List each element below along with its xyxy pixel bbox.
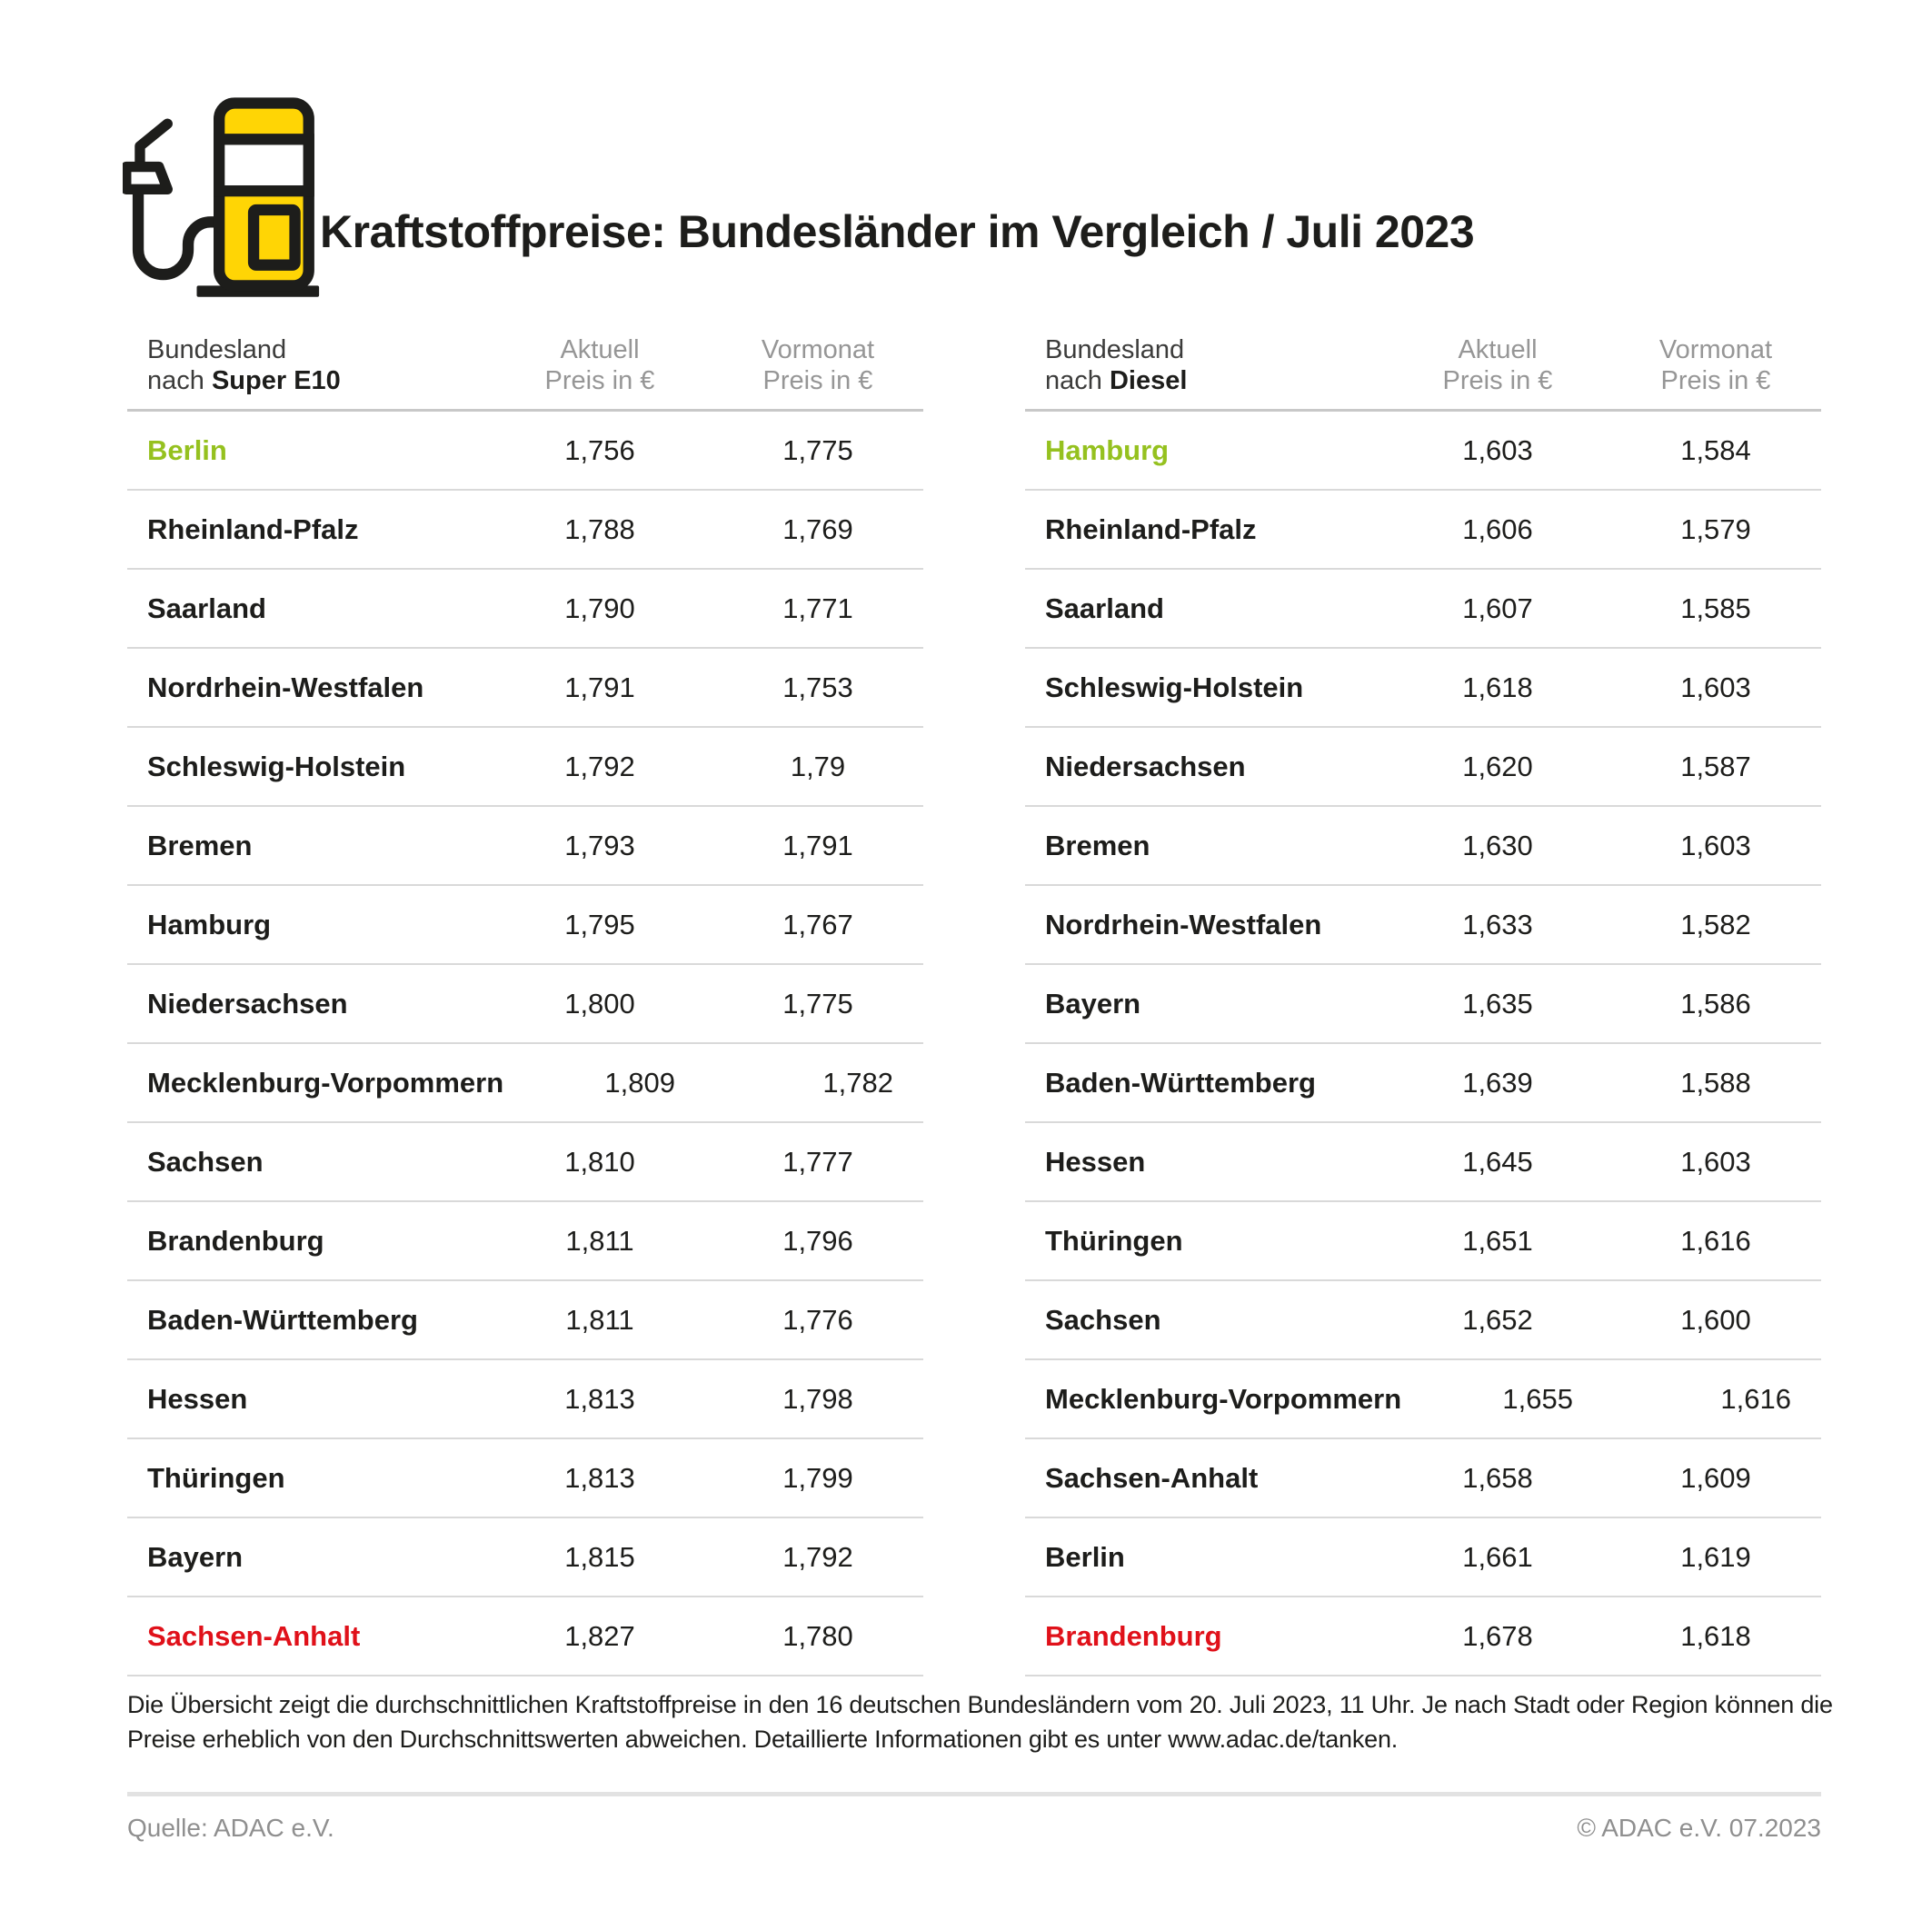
current-price: 1,618 (1462, 671, 1533, 703)
table-row (127, 412, 923, 491)
previous-price: 1,796 (782, 1224, 853, 1257)
previous-price: 1,782 (822, 1066, 893, 1099)
column-header-bundesland (127, 334, 463, 396)
copyright-text: © ADAC e.V. 07.2023 (1577, 1814, 1821, 1842)
table-row (127, 1281, 923, 1360)
state-name: Berlin (147, 433, 227, 466)
pump-display (254, 210, 294, 265)
footnote-line2: Preise erheblich von den Durchschnittswerten abweichen. Detaillierte Informationen gibt es unter www.adac.de/tanken. (127, 1726, 1399, 1753)
table-row (1025, 807, 1821, 886)
column-header-current (1416, 334, 1579, 396)
previous-price: 1,582 (1680, 908, 1751, 940)
current-price: 1,606 (1462, 512, 1533, 545)
current-price: 1,756 (564, 433, 635, 466)
current-price: 1,630 (1462, 829, 1533, 861)
fuel-pump-icon (123, 85, 321, 303)
state-name: Saarland (147, 592, 266, 624)
previous-price: 1,769 (782, 512, 853, 545)
previous-price: 1,588 (1680, 1066, 1751, 1099)
state-name: Hessen (1045, 1145, 1146, 1178)
pump-white-band (219, 139, 309, 191)
current-price: 1,813 (564, 1382, 635, 1415)
current-price: 1,607 (1462, 592, 1533, 624)
state-name: Nordrhein-Westfalen (1045, 908, 1322, 940)
table-row (127, 965, 923, 1044)
current-price: 1,651 (1462, 1224, 1533, 1257)
current-price: 1,658 (1462, 1461, 1533, 1494)
table-row (127, 1360, 923, 1439)
previous-price: 1,603 (1680, 671, 1751, 703)
current-price: 1,678 (1462, 1619, 1533, 1652)
state-name: Hamburg (1045, 433, 1170, 466)
current-label: Aktuell (560, 335, 640, 364)
state-name: Bremen (147, 829, 253, 861)
bottom-divider (127, 1792, 1821, 1796)
previous-price: 1,79 (790, 750, 846, 782)
current-price: 1,792 (564, 750, 635, 782)
state-name: Rheinland-Pfalz (1045, 512, 1257, 545)
table-row (1025, 412, 1821, 491)
state-name: Sachsen-Anhalt (147, 1619, 361, 1652)
unit-label: Preis in € (1660, 366, 1771, 395)
current-price: 1,827 (564, 1619, 635, 1652)
previous-price: 1,579 (1680, 512, 1751, 545)
previous-label: Vormonat (1658, 335, 1773, 364)
header-line1: Bundesland (147, 335, 287, 364)
current-price: 1,652 (1462, 1303, 1533, 1336)
current-price: 1,795 (564, 908, 635, 940)
table-row (1025, 1202, 1821, 1281)
table-header (1025, 334, 1821, 412)
previous-price: 1,584 (1680, 433, 1751, 466)
current-price: 1,645 (1462, 1145, 1533, 1178)
current-price: 1,633 (1462, 908, 1533, 940)
table-row (127, 1518, 923, 1597)
state-name: Hessen (147, 1382, 248, 1415)
current-price: 1,810 (564, 1145, 635, 1178)
unit-label: Preis in € (762, 366, 873, 395)
state-name: Thüringen (147, 1461, 285, 1494)
previous-price: 1,586 (1680, 987, 1751, 1020)
state-name: Baden-Württemberg (147, 1303, 418, 1336)
table-row (127, 728, 923, 807)
state-name: Mecklenburg-Vorpommern (147, 1066, 504, 1099)
fuel-type-label: Diesel (1109, 366, 1188, 395)
table-row (1025, 886, 1821, 965)
previous-price: 1,753 (782, 671, 853, 703)
state-name: Sachsen (1045, 1303, 1161, 1336)
price-tables (127, 334, 1821, 1676)
super-e10-table (127, 334, 923, 1676)
previous-price: 1,767 (782, 908, 853, 940)
previous-price: 1,798 (782, 1382, 853, 1415)
current-price: 1,793 (564, 829, 635, 861)
previous-price: 1,600 (1680, 1303, 1751, 1336)
unit-label: Preis in € (544, 366, 655, 395)
current-price: 1,788 (564, 512, 635, 545)
pump-nozzle-spout (140, 124, 167, 166)
current-price: 1,655 (1502, 1382, 1573, 1415)
previous-price: 1,616 (1680, 1224, 1751, 1257)
fuel-type-label: Super E10 (211, 366, 341, 395)
column-header-previous (1634, 334, 1798, 396)
state-name: Sachsen-Anhalt (1045, 1461, 1259, 1494)
previous-price: 1,791 (782, 829, 853, 861)
state-name: Schleswig-Holstein (1045, 671, 1304, 703)
previous-price: 1,616 (1720, 1382, 1791, 1415)
current-price: 1,809 (604, 1066, 675, 1099)
table-row (1025, 1281, 1821, 1360)
table-row (1025, 1123, 1821, 1202)
footnote (127, 1687, 1833, 1756)
table-row (1025, 1360, 1821, 1439)
state-name: Thüringen (1045, 1224, 1183, 1257)
current-price: 1,620 (1462, 750, 1533, 782)
table-row (127, 1123, 923, 1202)
current-price: 1,603 (1462, 433, 1533, 466)
table-row (1025, 1597, 1821, 1676)
previous-price: 1,780 (782, 1619, 853, 1652)
table-row (1025, 491, 1821, 570)
previous-price: 1,799 (782, 1461, 853, 1494)
previous-price: 1,609 (1680, 1461, 1751, 1494)
table-row (127, 649, 923, 728)
state-name: Bremen (1045, 829, 1150, 861)
source-bar (127, 1814, 1821, 1843)
table-row (127, 570, 923, 649)
column-header-current (518, 334, 682, 396)
table-row (1025, 728, 1821, 807)
table-row (127, 1597, 923, 1676)
current-label: Aktuell (1458, 335, 1538, 364)
table-row (127, 491, 923, 570)
previous-price: 1,585 (1680, 592, 1751, 624)
state-name: Saarland (1045, 592, 1164, 624)
current-price: 1,791 (564, 671, 635, 703)
table-row (1025, 570, 1821, 649)
previous-price: 1,603 (1680, 829, 1751, 861)
table-row (1025, 965, 1821, 1044)
previous-price: 1,603 (1680, 1145, 1751, 1178)
state-name: Bayern (147, 1540, 244, 1573)
state-name: Brandenburg (147, 1224, 324, 1257)
state-name: Schleswig-Holstein (147, 750, 406, 782)
state-name: Hamburg (147, 908, 272, 940)
previous-price: 1,777 (782, 1145, 853, 1178)
current-price: 1,800 (564, 987, 635, 1020)
previous-price: 1,776 (782, 1303, 853, 1336)
state-name: Bayern (1045, 987, 1141, 1020)
previous-price: 1,619 (1680, 1540, 1751, 1573)
table-row (1025, 1044, 1821, 1123)
current-price: 1,815 (564, 1540, 635, 1573)
page-title: Kraftstoffpreise: Bundesländer im Vergleich / Juli 2023 (320, 206, 1475, 257)
state-name: Sachsen (147, 1145, 264, 1178)
source-text: Quelle: ADAC e.V. (127, 1814, 334, 1842)
table-row (127, 1202, 923, 1281)
table-row (127, 1044, 923, 1123)
state-name: Berlin (1045, 1540, 1125, 1573)
current-price: 1,811 (565, 1303, 634, 1336)
state-name: Brandenburg (1045, 1619, 1222, 1652)
current-price: 1,635 (1462, 987, 1533, 1020)
table-row (1025, 649, 1821, 728)
state-name: Niedersachsen (1045, 750, 1246, 782)
pump-nozzle-grip (126, 167, 167, 190)
column-header-previous (736, 334, 900, 396)
current-price: 1,813 (564, 1461, 635, 1494)
previous-label: Vormonat (761, 335, 875, 364)
table-row (127, 807, 923, 886)
footnote-line1: Die Übersicht zeigt die durchschnittlichen Kraftstoffpreise in den 16 deutschen Bundesländern vom 20. Juli 2023, 11 Uhr. Je nach Stadt oder Region können die (127, 1691, 1833, 1718)
state-name: Niedersachsen (147, 987, 348, 1020)
header-prefix: nach (1045, 366, 1110, 395)
previous-price: 1,775 (782, 987, 853, 1020)
current-price: 1,661 (1462, 1540, 1533, 1573)
pump-hose (138, 187, 219, 274)
header-line1: Bundesland (1045, 335, 1185, 364)
state-name: Nordrhein-Westfalen (147, 671, 424, 703)
diesel-table (1025, 334, 1821, 1676)
state-name: Mecklenburg-Vorpommern (1045, 1382, 1402, 1415)
header-prefix: nach (147, 366, 212, 395)
table-row (127, 1439, 923, 1518)
table-row (1025, 1439, 1821, 1518)
unit-label: Preis in € (1442, 366, 1553, 395)
previous-price: 1,618 (1680, 1619, 1751, 1652)
current-price: 1,639 (1462, 1066, 1533, 1099)
previous-price: 1,771 (782, 592, 853, 624)
current-price: 1,811 (565, 1224, 634, 1257)
previous-price: 1,775 (782, 433, 853, 466)
table-row (1025, 1518, 1821, 1597)
column-header-bundesland (1025, 334, 1361, 396)
previous-price: 1,587 (1680, 750, 1751, 782)
previous-price: 1,792 (782, 1540, 853, 1573)
current-price: 1,790 (564, 592, 635, 624)
state-name: Baden-Württemberg (1045, 1066, 1316, 1099)
state-name: Rheinland-Pfalz (147, 512, 359, 545)
table-header (127, 334, 923, 412)
table-row (127, 886, 923, 965)
